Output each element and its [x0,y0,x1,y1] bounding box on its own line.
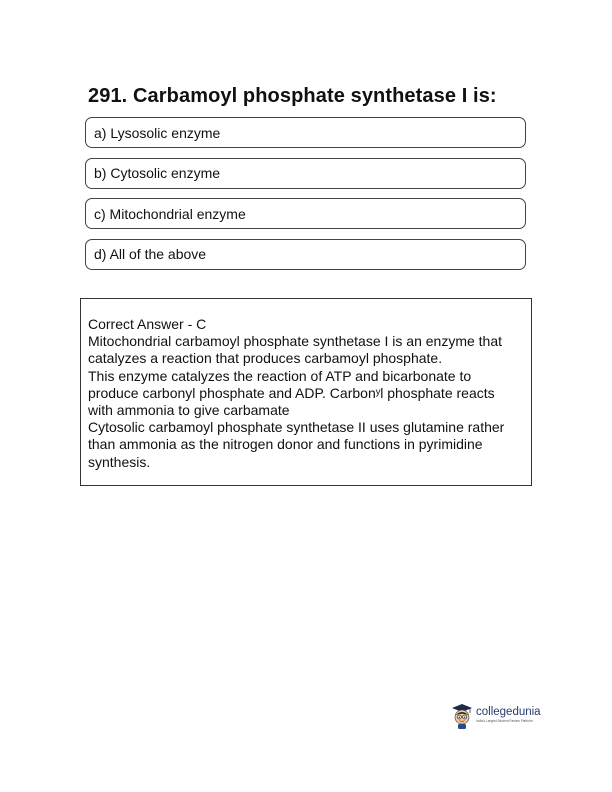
explanation-line: This enzyme catalyzes the reaction of ATP and bicarbonate to [88,367,472,384]
question-text: Carbamoyl phosphate synthetase I is: [133,85,497,107]
correct-answer-label: Correct Answer - C [88,316,207,332]
question-number: 291. [88,85,128,107]
explanation-line: produce carbonyl phosphate and ADP. Carbonʸl phosphate reacts [88,384,495,401]
answer-explanation-box [80,298,532,486]
brand-tagline: India's Largest Student Review Platform [476,719,533,723]
explanation-line: Cytosolic carbamoyl phosphate synthetase II uses glutamine rather [88,419,505,436]
explanation-line: catalyzes a reaction that produces carbamoyl phosphate. [88,350,443,367]
option-d[interactable]: d) All of the above [85,239,526,270]
options-list [85,117,526,279]
explanation-line: Mitochondrial carbamoyl phosphate synthetase I is an enzyme that [88,333,503,350]
explanation-line: with ammonia to give carbamate [88,402,290,419]
option-a[interactable]: a) Lysosolic enzyme [85,117,526,148]
brand-footer [451,703,541,729]
explanation-line: than ammonia as the nitrogen donor and functions in pyrimidine [88,436,483,453]
explanation-line: synthesis. [88,453,151,470]
question-title [88,85,497,108]
mascot-logo-icon [451,703,473,729]
option-c[interactable]: c) Mitochondrial enzyme [85,198,526,229]
brand-name: collegedunia [476,706,541,718]
option-b[interactable]: b) Cytosolic enzyme [85,158,526,189]
